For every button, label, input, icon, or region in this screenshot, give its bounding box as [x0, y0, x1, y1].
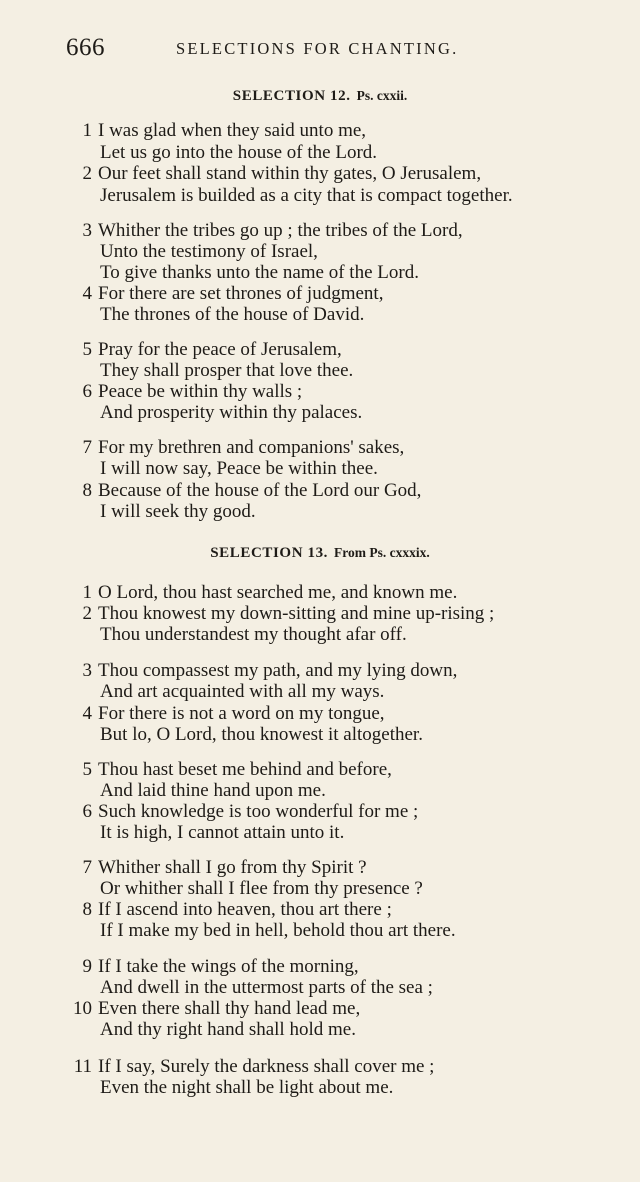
verse-text: Thou compassest my path, and my lying down,	[98, 660, 458, 681]
verse-number: 3	[82, 660, 92, 681]
verse-text: But lo, O Lord, thou knowest it altogether.	[100, 724, 423, 745]
verse-text: Unto the testimony of Israel,	[100, 241, 318, 262]
verse-line	[0, 998, 640, 1020]
running-title: SELECTIONS FOR CHANTING.	[176, 39, 459, 58]
verse-text: If I say, Surely the darkness shall cover me ;	[98, 1056, 435, 1077]
verse-line	[0, 458, 640, 480]
verse-line	[0, 262, 640, 284]
verse-number: 10	[73, 998, 92, 1019]
verse-text: I will now say, Peace be within thee.	[100, 458, 378, 479]
verse-line	[0, 220, 640, 242]
selection-heading	[0, 545, 640, 562]
verse-number: 8	[82, 480, 92, 501]
verse-text: I was glad when they said unto me,	[98, 120, 367, 141]
verse-text: To give thanks unto the name of the Lord.	[100, 262, 419, 283]
verse-line	[0, 956, 640, 978]
verse-line	[0, 681, 640, 703]
verse-line	[0, 381, 640, 403]
verse-text: Thou knowest my down-sitting and mine up-rising ;	[98, 603, 495, 624]
verse-text: And laid thine hand upon me.	[100, 780, 326, 801]
verse-number: 3	[82, 220, 92, 241]
verse-text: Pray for the peace of Jerusalem,	[98, 339, 342, 360]
verse-text: And prosperity within thy palaces.	[100, 402, 363, 423]
verse-number: 1	[82, 120, 92, 141]
verse-line	[0, 1056, 640, 1078]
verse-text: If I take the wings of the morning,	[98, 956, 359, 977]
verse-line	[0, 977, 640, 999]
verse-line	[0, 437, 640, 459]
verse-number: 5	[82, 339, 92, 360]
verse-line	[0, 163, 640, 185]
verse-line	[0, 1077, 640, 1099]
verse-line	[0, 339, 640, 361]
verse-line	[0, 360, 640, 382]
verse-text: If I make my bed in hell, behold thou art there.	[100, 920, 456, 941]
verse-line	[0, 480, 640, 502]
verse-text: Even there shall thy hand lead me,	[98, 998, 361, 1019]
verse-number: 2	[82, 163, 92, 184]
verse-text: Even the night shall be light about me.	[100, 1077, 394, 1098]
verse-text: And art acquainted with all my ways.	[100, 681, 385, 702]
verse-number: 4	[82, 283, 92, 304]
verse-text: Whither shall I go from thy Spirit ?	[98, 857, 367, 878]
verse-line	[0, 120, 640, 142]
verse-line	[0, 142, 640, 164]
verse-line	[0, 603, 640, 625]
verse-line	[0, 582, 640, 604]
verse-line	[0, 801, 640, 823]
verse-line	[0, 241, 640, 263]
verse-line	[0, 283, 640, 305]
verse-text: Peace be within thy walls ;	[98, 381, 303, 402]
verse-line	[0, 624, 640, 646]
running-head	[66, 34, 506, 64]
verse-text: Let us go into the house of the Lord.	[100, 142, 378, 163]
verse-text: And thy right hand shall hold me.	[100, 1019, 356, 1040]
verse-line	[0, 857, 640, 879]
verse-text: Whither the tribes go up ; the tribes of the Lord,	[98, 220, 463, 241]
verse-line	[0, 724, 640, 746]
verse-number: 2	[82, 603, 92, 624]
verse-text: For there are set thrones of judgment,	[98, 283, 384, 304]
verse-number: 11	[73, 1056, 92, 1077]
verse-text: For there is not a word on my tongue,	[98, 703, 385, 724]
verse-text: Thou understandest my thought afar off.	[100, 624, 407, 645]
verse-number: 4	[82, 703, 92, 724]
verse-number: 7	[82, 857, 92, 878]
verse-number: 8	[82, 899, 92, 920]
verse-line	[0, 660, 640, 682]
verse-line	[0, 501, 640, 523]
verse-text: Or whither shall I flee from thy presence ?	[100, 878, 423, 899]
verse-line	[0, 1019, 640, 1041]
verse-text: For my brethren and companions' sakes,	[98, 437, 405, 458]
verse-number: 9	[82, 956, 92, 977]
verse-line	[0, 899, 640, 921]
verse-text: Jerusalem is builded as a city that is compact together.	[100, 185, 513, 206]
verse-text: I will seek thy good.	[100, 501, 256, 522]
verse-text: It is high, I cannot attain unto it.	[100, 822, 345, 843]
verse-line	[0, 822, 640, 844]
verse-number: 5	[82, 759, 92, 780]
verse-text: Our feet shall stand within thy gates, O Jerusalem,	[98, 163, 482, 184]
verse-line	[0, 920, 640, 942]
verse-text: Such knowledge is too wonderful for me ;	[98, 801, 419, 822]
verse-text: If I ascend into heaven, thou art there ;	[98, 899, 392, 920]
verse-line	[0, 780, 640, 802]
verse-text: And dwell in the uttermost parts of the sea ;	[100, 977, 433, 998]
verse-line	[0, 703, 640, 725]
selection-heading	[0, 88, 640, 105]
verse-line	[0, 759, 640, 781]
verse-number: 6	[82, 381, 92, 402]
psalm-reference: Ps. cxxii.	[356, 88, 408, 103]
verse-line	[0, 185, 640, 207]
verse-number: 7	[82, 437, 92, 458]
selection-label: SELECTION 12.	[232, 88, 351, 104]
psalm-reference: From Ps. cxxxix.	[334, 545, 430, 560]
verse-text: Thou hast beset me behind and before,	[98, 759, 392, 780]
verse-line	[0, 402, 640, 424]
verse-number: 1	[82, 582, 92, 603]
verse-line	[0, 304, 640, 326]
verse-number: 6	[82, 801, 92, 822]
selection-label: SELECTION 13.	[210, 545, 329, 561]
verse-line	[0, 878, 640, 900]
verse-text: O Lord, thou hast searched me, and known me.	[98, 582, 458, 603]
verse-text: The thrones of the house of David.	[100, 304, 365, 325]
verse-text: They shall prosper that love thee.	[100, 360, 354, 381]
verse-text: Because of the house of the Lord our God,	[98, 480, 422, 501]
page-number: 666	[66, 34, 105, 61]
